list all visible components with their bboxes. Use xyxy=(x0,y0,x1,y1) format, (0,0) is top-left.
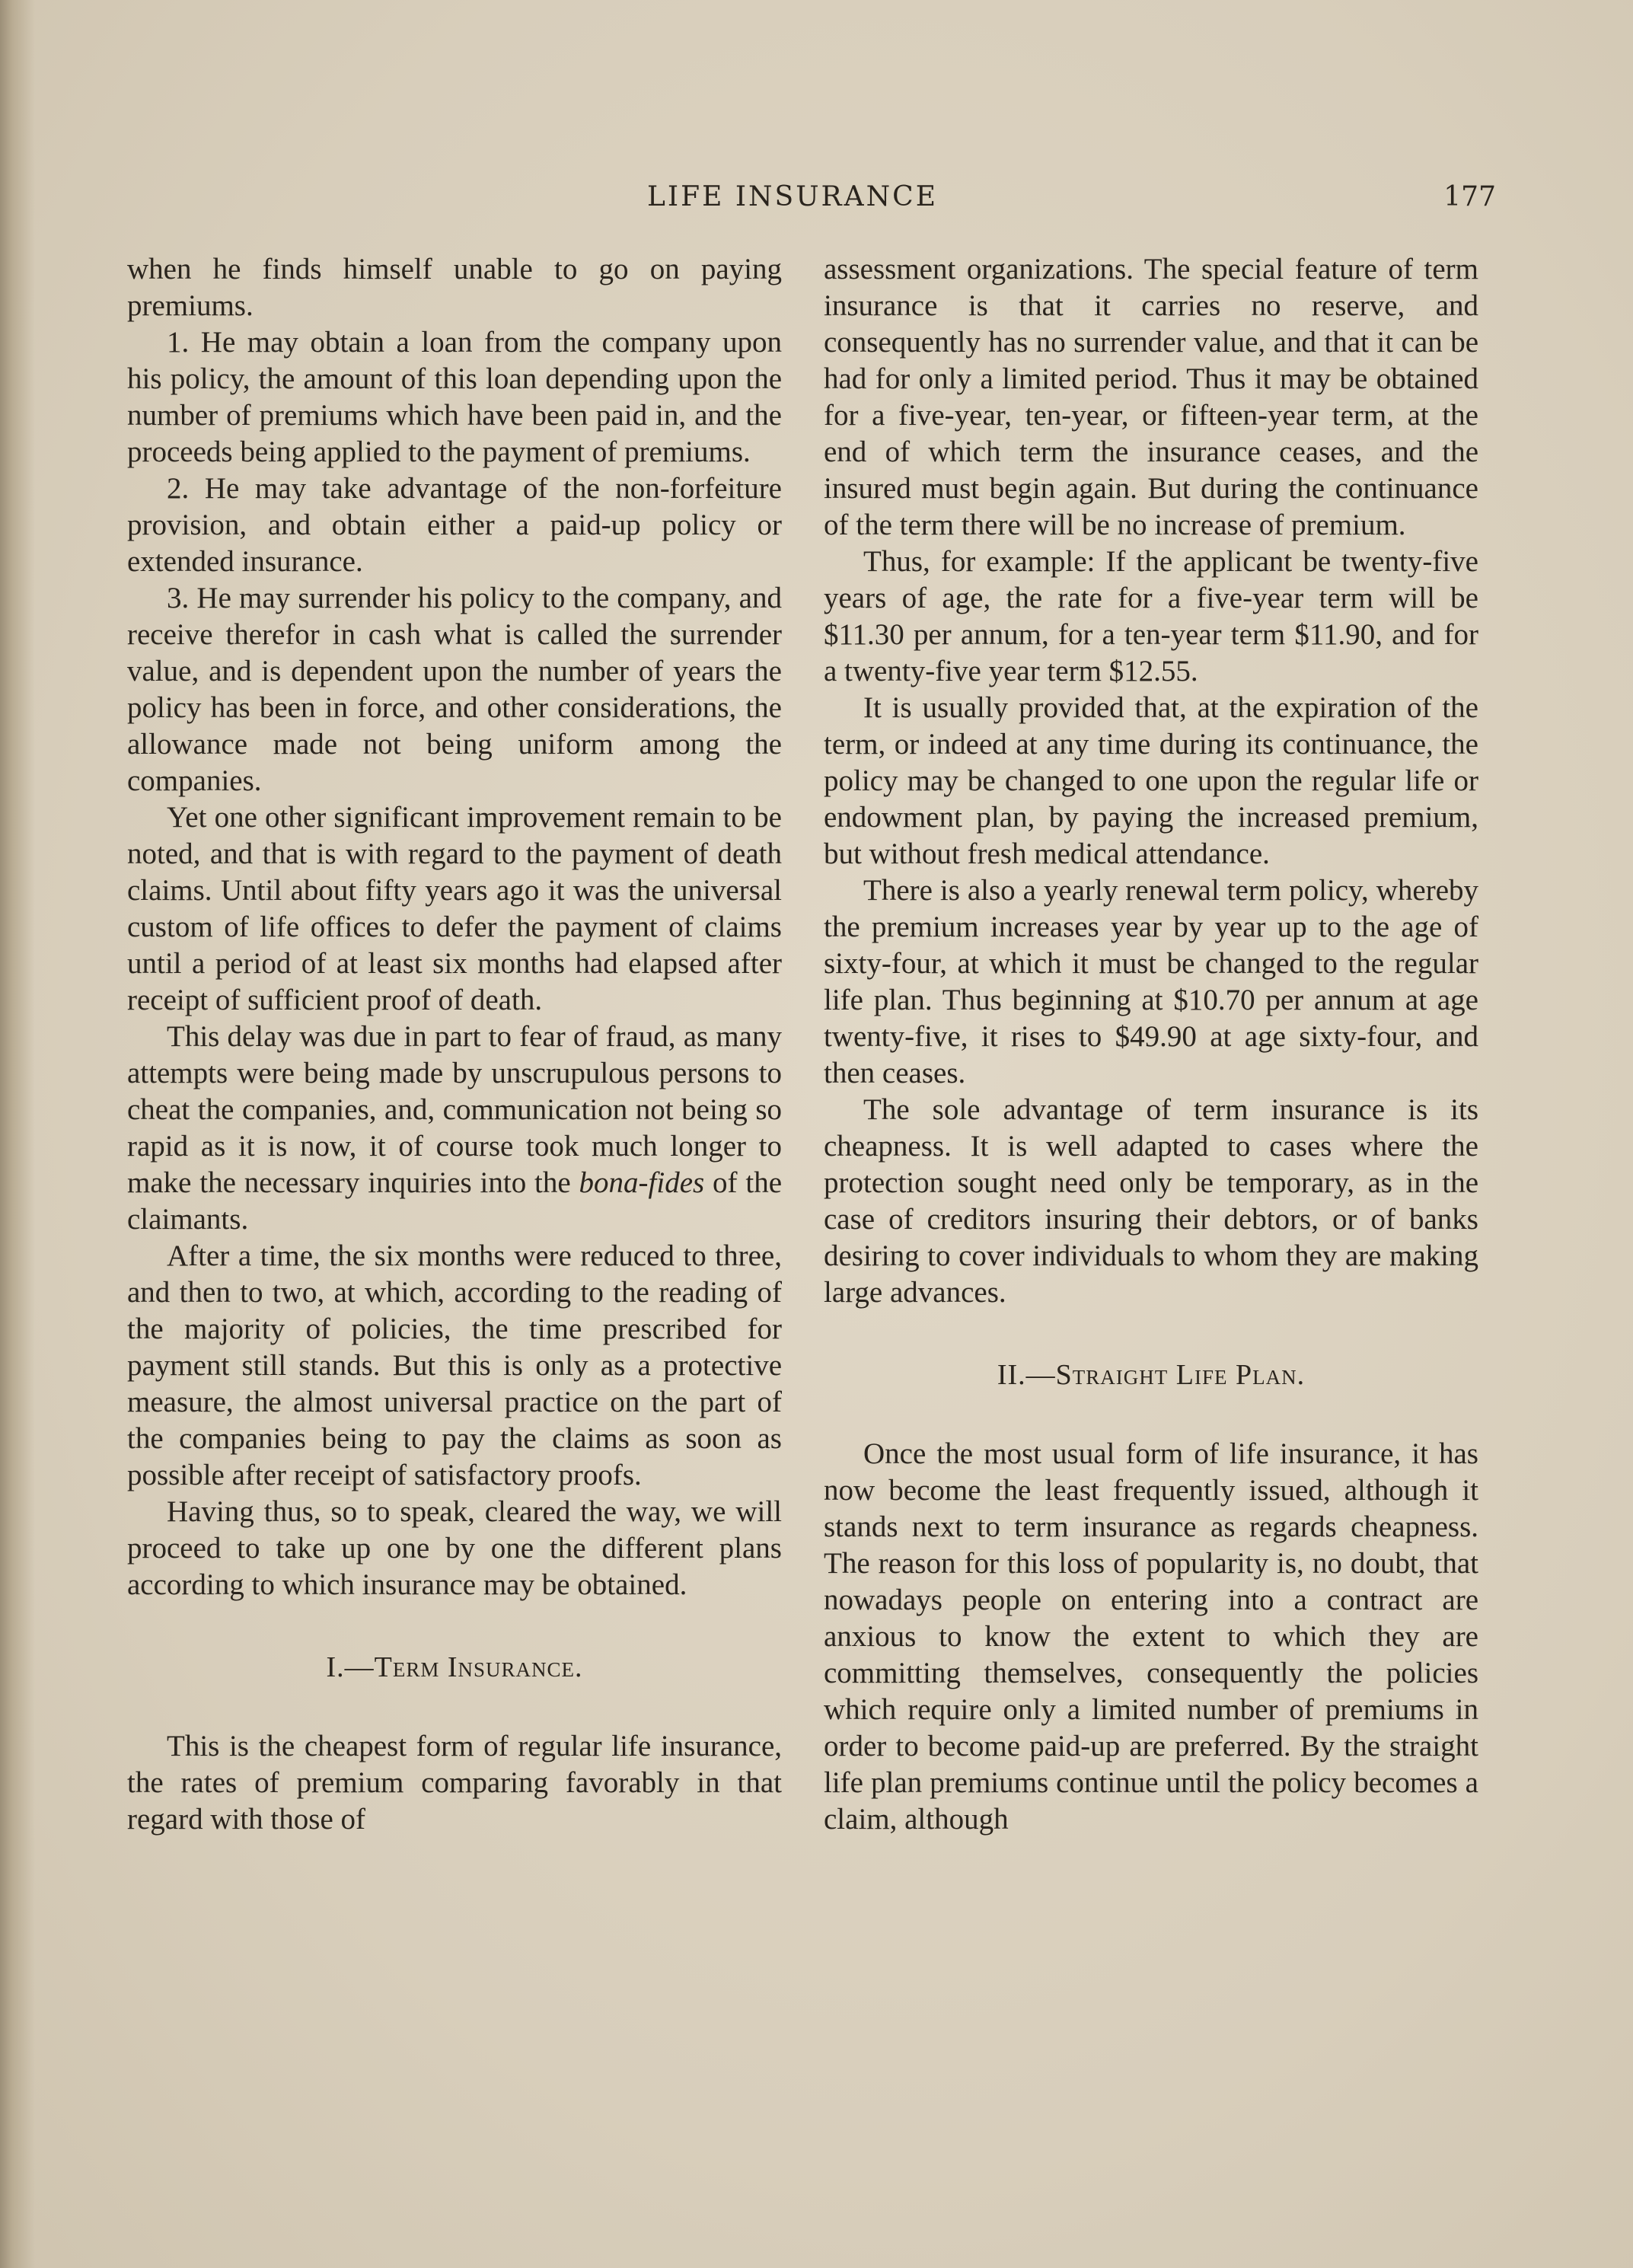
paragraph-delay-fraud-end: of the claimants. xyxy=(127,1166,782,1236)
paragraph-option-loan: 1. He may obtain a loan from the company upon his policy, the amount of this loan depending upon the number of premiums which have been paid in, and the proceeds being applied to the payment of premiums. xyxy=(127,326,782,468)
right-column xyxy=(824,251,1478,1838)
paragraph-option-nonforfeiture: 2. He may take advantage of the non-forfeiture provision, and obtain either a paid-up policy or extended insurance. xyxy=(127,472,782,578)
paragraph-continuation: when he finds himself unable to go on paying premiums. xyxy=(127,253,782,322)
left-column xyxy=(127,251,782,1838)
paragraph-straight-life: Once the most usual form of life insurance, it has now become the least frequently issued, although it stands next to term insurance as regards cheapness. The reason for this loss of popularity is, no doubt, that nowadays people on entering into a contract are anxious to know the extent to which they are committing themselves, consequently the policies which require only a limited number of premiums in order to become paid-up are preferred. By the straight life plan premiums continue until the policy becomes a claim, although xyxy=(824,1437,1478,1836)
section-heading-straight-life: II.—Straight Life Plan. xyxy=(997,1359,1306,1391)
section-heading-term-insurance: I.—Term Insurance. xyxy=(326,1651,583,1683)
running-title: LIFE INSURANCE xyxy=(647,181,938,212)
paragraph-option-surrender: 3. He may surrender his policy to the company, and receive therefor in cash what is called the surrender value, and is dependent upon the number of years the policy has been in force, and other considerations, the allowance made not being uniform among the companies. xyxy=(127,582,782,797)
paragraph-yearly-renewal: There is also a yearly renewal term policy, whereby the premium increases year by year up to the age of sixty-four, at which it must be changed to the regular life plan. Thus beginning at $10.70 per annum at age twenty-five, it rises to $49.90 at age sixty-four, and then ceases. xyxy=(824,874,1478,1089)
italic-term-bona-fides: bona-fides xyxy=(579,1166,705,1199)
page-header xyxy=(647,181,1496,219)
paragraph-term-features: assessment organizations. The special feature of term insurance is that it carries no reserve, and consequently has no surrender value, and that it can be had for only a limited period. Thus it may be obtained for a five-year, ten-year, or fifteen-year term, at the end of which term the insurance ceases, and the insured must begin again. But during the continuance of the term there will be no increase of premium. xyxy=(824,253,1478,541)
paragraph-term-conversion: It is usually provided that, at the expiration of the term, or indeed at any time during its continuance, the policy may be changed to one upon the regular life or endowment plan, by paying the increased premium, but without fresh medical attendance. xyxy=(824,691,1478,870)
paragraph-death-claims: Yet one other significant improvement remain to be noted, and that is with regard to the payment of death claims. Until about fifty years ago it was the universal custom of life offices to defer the payment of claims until a period of at least six months had elapsed after receipt of sufficient proof of death. xyxy=(127,801,782,1016)
page-number: 177 xyxy=(1443,181,1496,212)
paragraph-term-example: Thus, for example: If the applicant be twenty-five years of age, the rate for a five-year term will be $11.30 per annum, for a ten-year term $11.90, and for a twenty-five year term $12.55. xyxy=(824,545,1478,687)
paragraph-cleared-way: Having thus, so to speak, cleared the way, we will proceed to take up one by one the different plans according to which insurance may be obtained. xyxy=(127,1495,782,1601)
paragraph-delay-fraud xyxy=(127,1019,782,1238)
paragraph-reduced-period: After a time, the six months were reduced to three, and then to two, at which, according to the reading of the majority of policies, the time prescribed for payment still stands. But this is only as a protective measure, the almost universal practice on the part of the companies being to pay the claims as soon as possible after receipt of satisfactory proofs. xyxy=(127,1239,782,1491)
paragraph-delay-fraud-text: This delay was due in part to fear of fraud, as many attempts were being made by unscrupulous persons to cheat the companies, and, communication not being so rapid as it is now, it of course took much longer to make the necessary inquiries into the xyxy=(127,1020,782,1199)
paragraph-term-intro: This is the cheapest form of regular life insurance, the rates of premium comparing favorably in that regard with those of xyxy=(127,1730,782,1836)
paragraph-term-advantage: The sole advantage of term insurance is its cheapness. It is well adapted to cases where the protection sought need only be temporary, as in the case of creditors insuring their debtors, or of banks desiring to cover individuals to whom they are making large advances. xyxy=(824,1093,1478,1309)
binding-gutter-shadow xyxy=(0,0,35,2268)
